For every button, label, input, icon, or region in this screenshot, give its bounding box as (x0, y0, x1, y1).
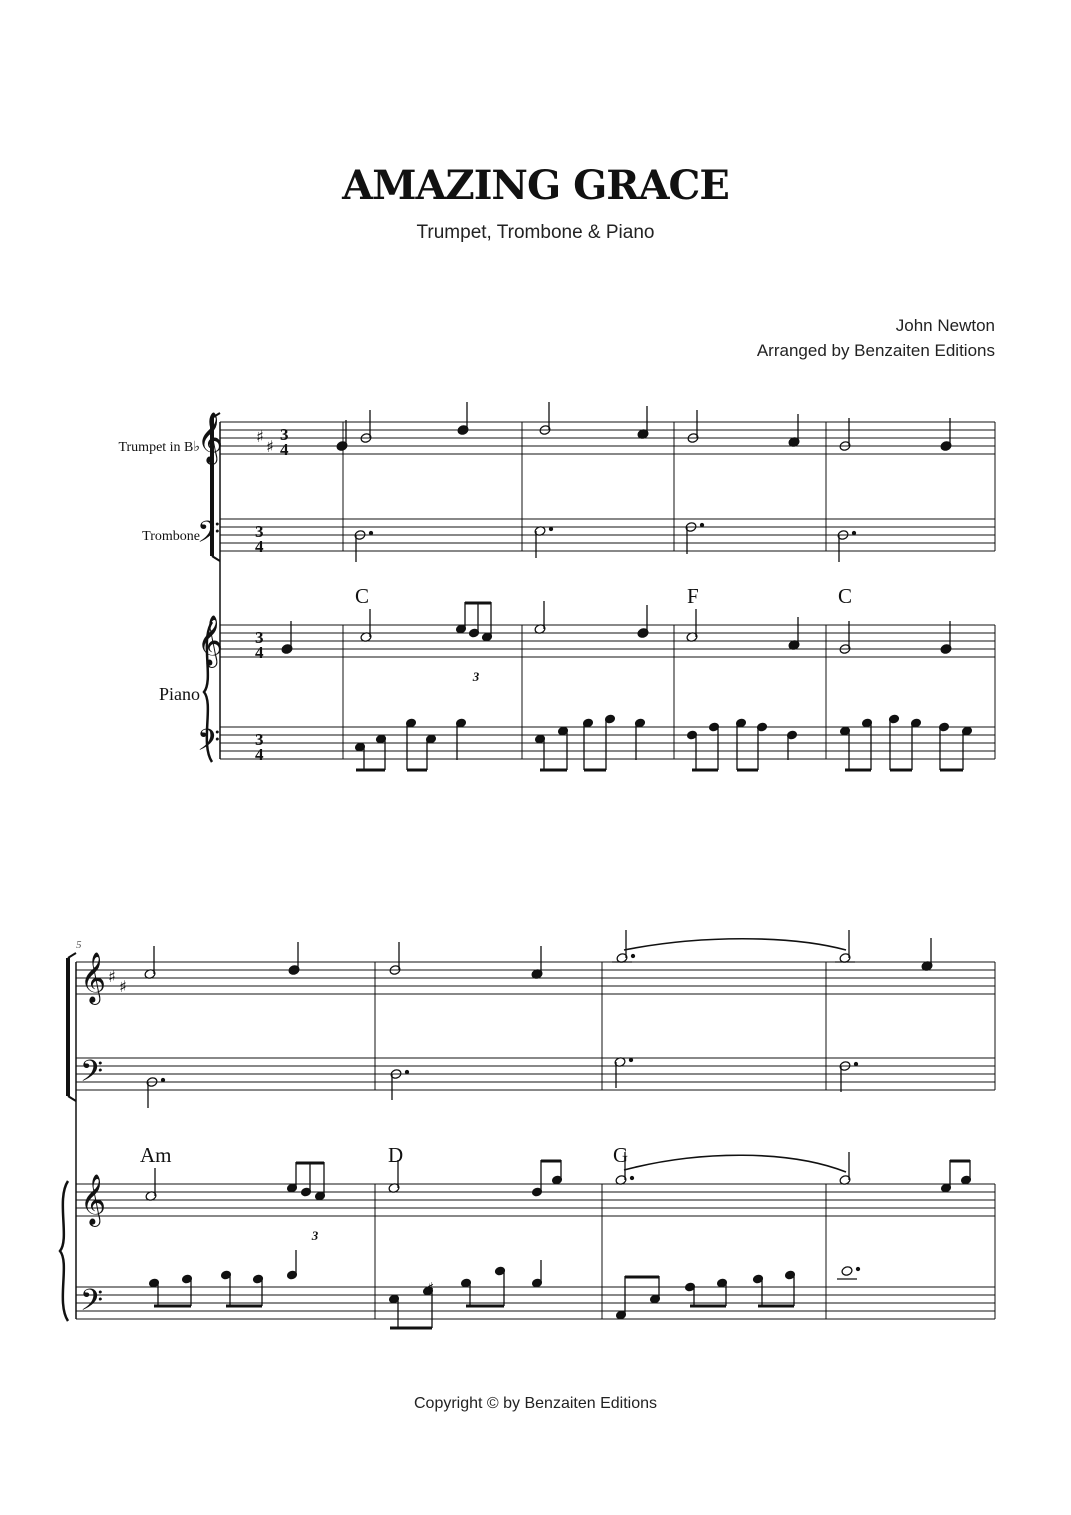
dot (370, 532, 373, 535)
measure-barlines-1 (343, 422, 995, 759)
bass-clef-icon: 𝄢 (80, 1284, 104, 1325)
treble-clef-icon: 𝄞 (197, 615, 224, 666)
instrument-label-piano: Piano (158, 684, 200, 704)
time-sig-bottom: 4 (255, 643, 264, 662)
tie (624, 1155, 846, 1172)
sharp-icon: ♯ (427, 1279, 435, 1297)
notes-system-1 (281, 402, 972, 770)
copyright-notice: Copyright © by Benzaiten Editions (413, 1395, 658, 1412)
composer-credit: John Newton (895, 316, 995, 335)
chord-symbol: D (388, 1143, 404, 1167)
treble-clef-icon: 𝄞 (197, 412, 224, 463)
bass-clef-icon: 𝄢 (80, 1055, 104, 1096)
sharp-icon: ♯ (119, 977, 127, 996)
ties (624, 939, 846, 1172)
chord-symbol: C (838, 584, 853, 608)
chord-symbol: F (687, 584, 699, 608)
piano-bass-staff-2 (76, 1287, 995, 1319)
instrument-label-trombone: Trombone (142, 529, 200, 544)
dot (550, 528, 553, 531)
piano-bass-staff-1 (220, 727, 995, 759)
time-sig-top: 3 (255, 730, 264, 749)
instrument-label-trumpet: Trumpet in B♭ (118, 440, 200, 455)
time-sig-top: 3 (255, 522, 264, 541)
time-sig-bottom: 4 (280, 440, 289, 459)
time-sig-bottom: 4 (255, 537, 264, 556)
tuplet-label: 3 (472, 669, 480, 684)
arranger-credit: Arranged by Benzaiten Editions (756, 341, 995, 360)
sharp-icon: ♯ (108, 967, 116, 986)
piano-treble-staff-1 (220, 625, 995, 657)
time-sig-top: 3 (255, 628, 264, 647)
sharp-icon: ♯ (266, 437, 274, 456)
treble-clef-icon: 𝄞 (80, 1174, 107, 1225)
measure-number: 5 (76, 939, 82, 951)
dot (853, 532, 856, 535)
treble-clef-icon: 𝄞 (80, 952, 107, 1003)
page-subtitle: Trumpet, Trombone & Piano (416, 222, 655, 243)
sharp-icon: ♯ (256, 427, 264, 446)
chord-symbol: C (355, 584, 370, 608)
trombone-staff-1 (220, 519, 995, 551)
time-sig-bottom: 4 (255, 745, 264, 764)
dot (701, 524, 704, 527)
chord-symbol: G (613, 1143, 629, 1167)
chord-symbol: Am (140, 1143, 172, 1167)
measure-barlines-2 (375, 962, 995, 1319)
tuplet-label: 3 (311, 1228, 319, 1243)
piano-brace (60, 1181, 68, 1321)
system-2 (60, 953, 995, 1321)
page-title: AMAZING GRACE (342, 162, 729, 209)
time-sig-top: 3 (280, 425, 289, 444)
tie (624, 939, 846, 950)
system-1 (204, 413, 995, 762)
bass-clef-icon: 𝄢 (197, 724, 221, 765)
trumpet-staff-1 (220, 422, 995, 454)
bass-clef-icon: 𝄢 (197, 516, 221, 557)
notes-system-2 (144, 930, 971, 1328)
